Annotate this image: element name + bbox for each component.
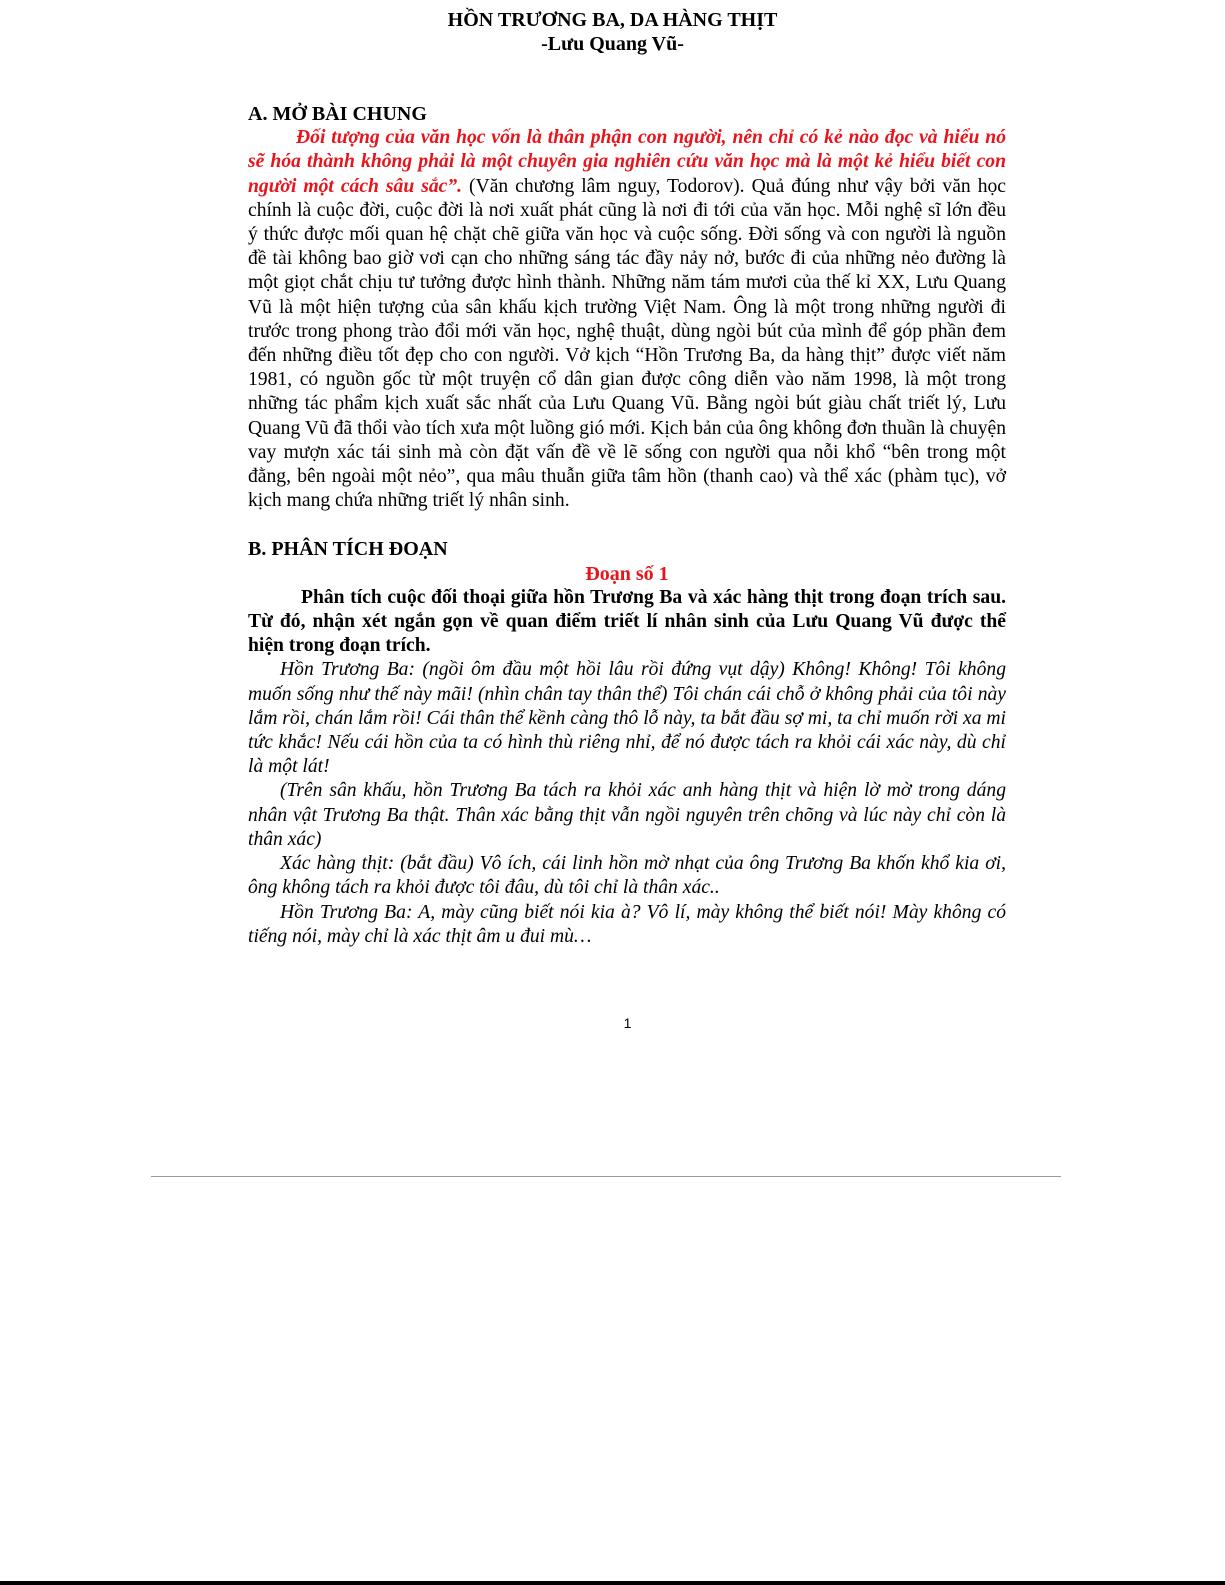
passage-title: Đoạn số 1 bbox=[585, 562, 669, 585]
task-prompt: Phân tích cuộc đối thoại giữa hồn Trương Ba và xác hàng thịt trong đoạn trích sau. Từ đó, nhận xét ngắn gọn về quan điểm triết lí nhân sinh của Lưu Quang Vũ được thể hiện trong đoạn trích. bbox=[248, 586, 1006, 657]
excerpt-line: Hồn Trương Ba: A, mày cũng biết nói kia à? Vô lí, mày không thể biết nói! Mày không có tiếng nói, mày chỉ là xác thịt âm u đui mù… bbox=[248, 901, 1006, 947]
section-b-heading: B. PHÂN TÍCH ĐOẠN bbox=[248, 538, 448, 561]
intro-body-text: (Văn chương lâm nguy, Todorov). Quả đúng như vậy bởi văn học chính là cuộc đời, cuộc đời là nơi xuất phát cũng là nơi đi tới của văn học. Mỗi nghệ sĩ lớn đều ý thức được mối quan hệ chặt chẽ giữa văn học và cuộc sống. Đời sống và con người là nguồn đề tài không bao giờ vơi cạn cho những sáng tác đầy nảy nở, bước đi của những nẻo đường là một giọt chắt chịu tư tưởng được hình thành. Những năm tám mươi của thế kỉ XX, Lưu Quang Vũ là một hiện tượng của sân khấu kịch trường Việt Nam. Ông là một trong những người đi trước trong phong trào đổi mới văn học, nghệ thuật, dùng ngòi bút của mình để góp phần đem đến những điều tốt đẹp cho con người. Vở kịch “Hồn Trương Ba, da hàng thịt” được viết năm 1981, có nguồn gốc từ một truyện cổ dân gian được công diễn vào năm 1998, là một trong những tác phẩm kịch xuất sắc nhất của Lưu Quang Vũ. Bằng ngòi bút giàu chất triết lý, Lưu Quang Vũ đã thổi vào tích xưa một luồng gió mới. Kịch bản của ông không đơn thuần là chuyện vay mượn xác tái sinh mà còn đặt vấn đề về lẽ sống con người qua nỗi khổ “bên trong một đằng, bên ngoài một nẻo”, qua mâu thuẫn giữa tâm hồn (thanh cao) và thể xác (phàm tục), vở kịch mang chứa những triết lý nhân sinh. bbox=[248, 175, 1006, 512]
document-author: -Lưu Quang Vũ- bbox=[541, 33, 684, 55]
bottom-border bbox=[0, 1581, 1225, 1585]
document-title: HỒN TRƯƠNG BA, DA HÀNG THỊT bbox=[447, 9, 778, 31]
document-header bbox=[0, 8, 1225, 56]
intro-paragraph bbox=[248, 126, 1006, 513]
page-number: 1 bbox=[623, 1015, 632, 1031]
section-a-heading: A. MỞ BÀI CHUNG bbox=[248, 103, 427, 125]
document-body bbox=[248, 102, 1006, 949]
todorov-quote: Đối tượng của văn học vốn là thân phận con người, nên chỉ có kẻ nào đọc và hiểu nó sẽ hóa thành không phải là một chuyên gia nghiên cứu văn học mà là một kẻ hiểu biết con người một cách sâu sắc”. bbox=[248, 127, 1006, 197]
page-divider bbox=[151, 1176, 1061, 1177]
excerpt-line: Hồn Trương Ba: (ngồi ôm đầu một hồi lâu rồi đứng vụt dậy) Không! Không! Tôi không muốn sống như thế này mãi! (nhìn chân tay thân thể) Tôi chán cái chỗ ở không phải của tôi này lắm rồi, chán lắm rồi! Cái thân thể kềnh càng thô lỗ này, ta bắt đầu sợ mi, ta chỉ muốn rời xa mi tức khắc! Nếu cái hồn của ta có hình thù riêng nhỉ, để nó được tách ra khỏi cái xác này, dù chỉ là một lát! bbox=[248, 659, 1006, 778]
excerpt-line: (Trên sân khấu, hồn Trương Ba tách ra khỏi xác anh hàng thịt và hiện lờ mờ trong dáng nhân vật Trương Ba thật. Thân xác bằng thịt vẫn ngồi nguyên trên chõng và lúc này chỉ còn là thân xác) bbox=[248, 780, 1006, 850]
excerpt-line: Xác hàng thịt: (bắt đầu) Vô ích, cái linh hồn mờ nhạt của ông Trương Ba khốn khổ kia ơi, ông không tách ra khỏi được tôi đâu, dù tôi chỉ là thân xác.. bbox=[248, 853, 1006, 899]
